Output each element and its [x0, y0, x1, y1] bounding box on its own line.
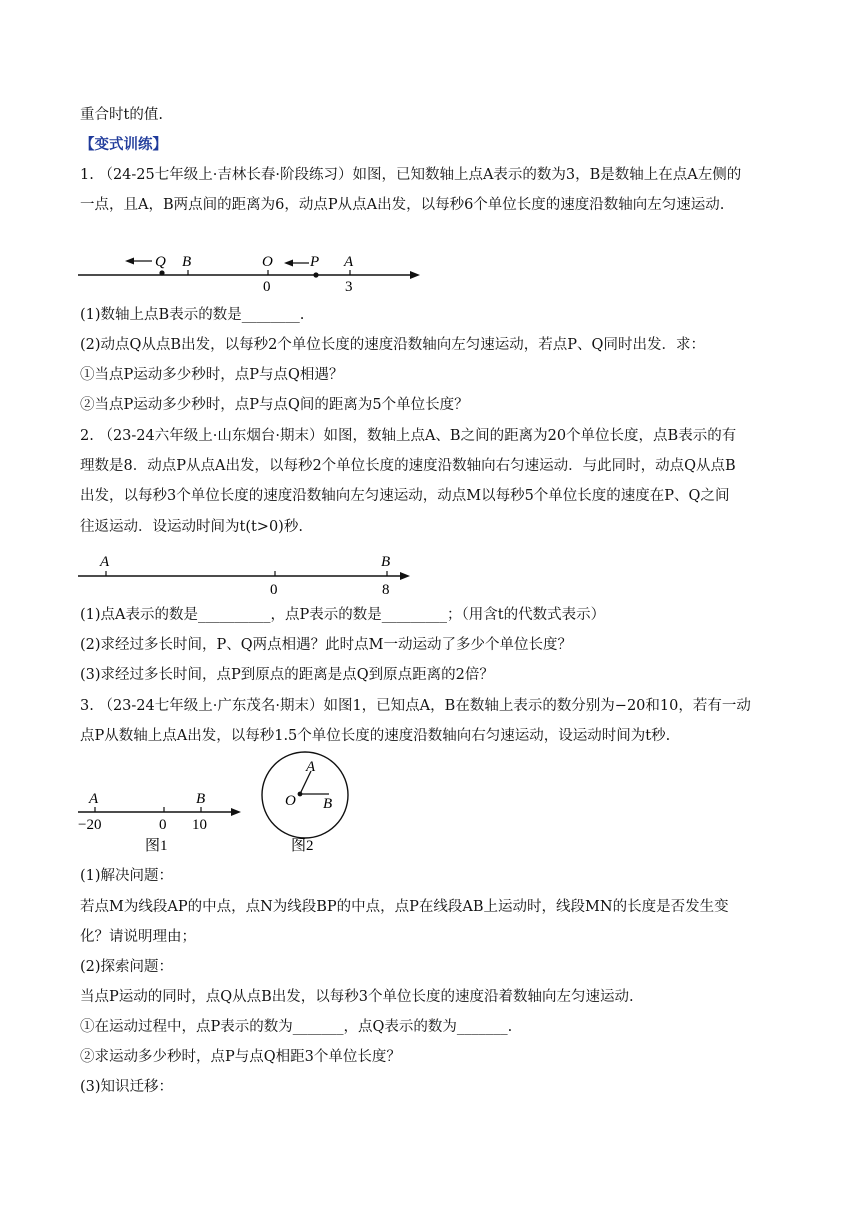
question-2-line-2: 理数是8．动点P从点A出发，以每秒2个单位长度的速度沿数轴向右匀速运动．与此同时，动点Q从点B [80, 458, 736, 474]
point-p-label: P [310, 254, 320, 270]
question-1-part-1: (1)数轴上点B表示的数是________. [80, 307, 305, 323]
point-a-label: A [344, 254, 354, 270]
tick-label: 0 [263, 279, 271, 295]
figure-caption: 图2 [291, 838, 314, 854]
question-2-line-1: 2. （23-24六年级上·山东烟台·期末）如图，数轴上点A、B之间的距离为20个单位长度，点B表示的有 [80, 428, 737, 444]
tick-label: 3 [345, 279, 353, 295]
point-a-label: A [100, 554, 110, 570]
tick-label: 8 [382, 582, 390, 598]
point-b-label: B [323, 796, 333, 812]
text-line: 重合时t的值. [80, 107, 163, 123]
tick-label: 10 [192, 817, 207, 833]
question-1-line-1: 1. （24-25七年级上·吉林长春·阶段练习）如图，已知数轴上点A表示的数为3，B是数轴上在点A左侧的 [80, 167, 742, 183]
question-3-part-2b: ①在运动过程中，点P表示的数为_______，点Q表示的数为_______. [80, 1019, 513, 1035]
figure-caption: 图1 [145, 838, 168, 854]
question-3-part-2: (2)探索问题： [80, 959, 174, 975]
point-b-label: B [381, 554, 391, 570]
point-q-label: Q [155, 254, 166, 270]
tick-label: 0 [270, 582, 278, 598]
question-3-part-1: (1)解决问题： [80, 868, 174, 884]
question-3-part-1a: 若点M为线段AP的中点，点N为线段BP的中点，点P在线段AB上运动时，线段MN的长度是否发生变 [80, 899, 729, 915]
point-a-label: A [306, 759, 316, 775]
question-1-line-2: 一点，且A，B两点间的距离为6，动点P从点A出发，以每秒6个单位长度的速度沿数轴向左匀速运动. [80, 197, 725, 213]
question-2-part-3: (3)求经过多长时间，点P到原点的距离是点Q到原点距离的2倍？ [80, 667, 494, 683]
question-3-part-1b: 化？请说明理由； [80, 929, 196, 945]
question-2-part-1: (1)点A表示的数是__________，点P表示的数是_________；（用含t的代数式表示） [80, 607, 606, 623]
question-2-line-3: 出发，以每秒3个单位长度的速度沿数轴向左匀速运动，动点M以每秒5个单位长度的速度在P、Q之间 [80, 488, 730, 504]
question-2-line-4: 往返运动．设运动时间为t(t>0)秒. [80, 519, 303, 535]
question-3-line-2: 点P从数轴上点A出发，以每秒1.5个单位长度的速度沿数轴向右匀速运动，设运动时间为t秒. [80, 728, 671, 744]
tick-label: −20 [78, 817, 102, 833]
question-3-part-2c: ②求运动多少秒时，点P与点Q相距3个单位长度？ [80, 1049, 401, 1065]
tick-label: 0 [159, 817, 167, 833]
point-b-label: B [182, 254, 192, 270]
question-1-part-2b: ②当点P运动多少秒时，点P与点Q间的距离为5个单位长度？ [80, 397, 469, 413]
point-o-label: O [262, 254, 273, 270]
point-o-label: O [285, 793, 296, 809]
question-1-part-2a: ①当点P运动多少秒时，点P与点Q相遇？ [80, 367, 344, 383]
question-3-line-1: 3. （23-24七年级上·广东茂名·期末）如图1，已知点A，B在数轴上表示的数分别为−20和10，若有一动 [80, 698, 751, 714]
question-2-part-2: (2)求经过多长时间，P、Q两点相遇？此时点M一动运动了多少个单位长度？ [80, 637, 573, 653]
point-a-label: A [89, 791, 99, 807]
question-1-part-2: (2)动点Q从点B出发，以每秒2个单位长度的速度沿数轴向左匀速运动，若点P、Q同时出发．求： [80, 337, 705, 353]
question-3-part-3: (3)知识迁移： [80, 1079, 174, 1095]
point-b-label: B [196, 791, 206, 807]
question-3-part-2a: 当点P运动的同时，点Q从点B出发，以每秒3个单位长度的速度沿着数轴向左匀速运动. [80, 989, 634, 1005]
section-title: 【变式训练】 [80, 136, 167, 153]
